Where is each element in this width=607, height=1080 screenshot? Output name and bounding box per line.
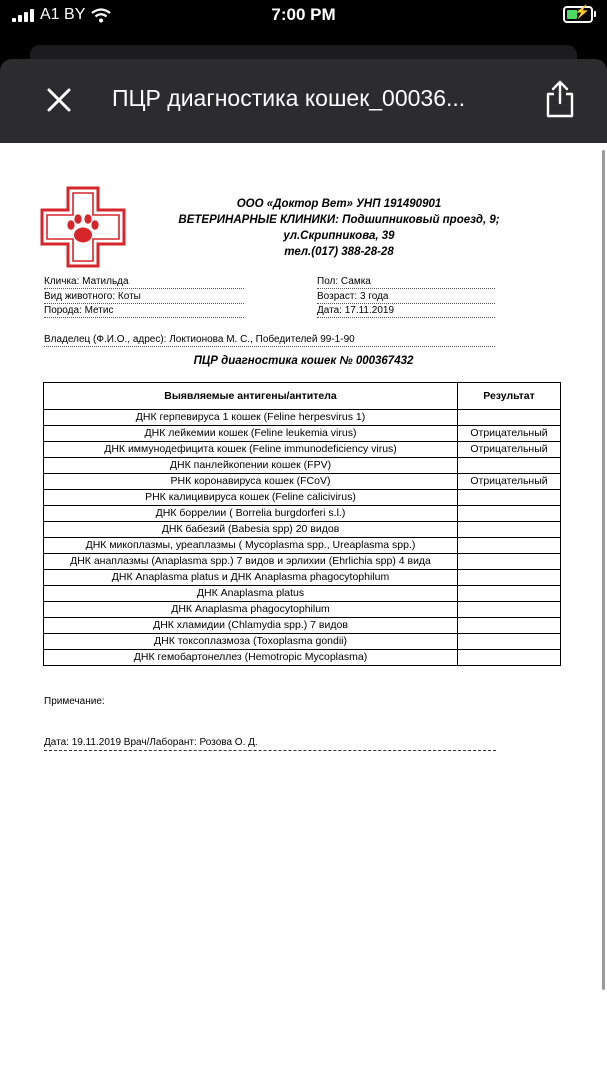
- field-name: Кличка: Матильда: [44, 276, 244, 289]
- table-header-row: [44, 383, 561, 410]
- field-species: Вид животного: Коты: [44, 291, 244, 304]
- result-cell: [458, 618, 561, 634]
- table-row: [44, 554, 561, 570]
- result-cell: [458, 634, 561, 650]
- table-body: [44, 410, 561, 666]
- test-name-cell: ДНК иммунодефицита кошек (Feline immunodeficiency virus): [44, 442, 458, 458]
- document-toolbar: [0, 59, 607, 143]
- table-row: [44, 522, 561, 538]
- test-name-cell: ДНК анаплазмы (Anaplasma spp.) 7 видов и эрлихии (Ehrlichia spp) 4 вида: [44, 554, 458, 570]
- result-cell: [458, 586, 561, 602]
- test-name-cell: ДНК Anaplasma phagocytophilum: [44, 602, 458, 618]
- table-row: [44, 602, 561, 618]
- header-result: Результат: [458, 383, 561, 410]
- footer-line: Дата: 19.11.2019 Врач/Лаборант: Розова О. Д.: [44, 737, 496, 751]
- test-name-cell: ДНК гемобартонеллез (Hemotropic Mycoplasma): [44, 650, 458, 666]
- test-name-cell: РНК коронавируса кошек (FCoV): [44, 474, 458, 490]
- report-title: ПЦР диагностика кошек № 000367432: [193, 355, 414, 367]
- test-name-cell: ДНК панлейкопении кошек (FPV): [44, 458, 458, 474]
- table-row: [44, 410, 561, 426]
- result-cell: Отрицательный: [458, 474, 561, 490]
- note-label: Примечание:: [44, 696, 105, 707]
- result-cell: [458, 522, 561, 538]
- field-age: Возраст: 3 года: [317, 291, 495, 304]
- result-cell: Отрицательный: [458, 426, 561, 442]
- result-cell: [458, 650, 561, 666]
- result-cell: [458, 458, 561, 474]
- field-breed: Порода: Метис: [44, 305, 244, 318]
- test-name-cell: ДНК хламидии (Chlamydia spp.) 7 видов: [44, 618, 458, 634]
- test-name-cell: ДНК Anaplasma platus и ДНК Anaplasma phagocytophilum: [44, 570, 458, 586]
- table-row: [44, 570, 561, 586]
- status-time: 7:00 PM: [271, 5, 336, 24]
- result-cell: Отрицательный: [458, 442, 561, 458]
- result-cell: [458, 554, 561, 570]
- scrollbar[interactable]: [602, 150, 605, 990]
- test-name-cell: ДНК Anaplasma platus: [44, 586, 458, 602]
- result-cell: [458, 602, 561, 618]
- table-row: [44, 474, 561, 490]
- test-name-cell: РНК калицивируса кошек (Feline calicivirus): [44, 490, 458, 506]
- org-line: ООО «Доктор Вет» УНП 191490901: [236, 198, 442, 210]
- table-row: [44, 458, 561, 474]
- field-sex: Пол: Самка: [317, 276, 495, 289]
- result-cell: [458, 570, 561, 586]
- table-row: [44, 618, 561, 634]
- battery-icon: ⚡: [563, 6, 593, 23]
- table-row: [44, 634, 561, 650]
- document-title: ПЦР диагностика кошек_00036...: [112, 85, 466, 111]
- status-bar: [0, 0, 607, 32]
- header-test: Выявляемые антигены/антитела: [44, 383, 458, 410]
- table-row: [44, 506, 561, 522]
- clinic-line: ВЕТЕРИНАРНЫЕ КЛИНИКИ: Подшипниковый проезд, 9;: [178, 214, 500, 226]
- field-date: Дата: 17.11.2019: [317, 305, 495, 318]
- table-row: [44, 490, 561, 506]
- carrier-label: A1 BY: [40, 6, 86, 23]
- test-name-cell: ДНК лейкемии кошек (Feline leukemia virus): [44, 426, 458, 442]
- street-line: ул.Скрипникова, 39: [283, 230, 395, 242]
- result-cell: [458, 490, 561, 506]
- field-owner: Владелец (Ф.И.О., адрес): Локтионова М. С., Победителей 99-1-90: [44, 334, 495, 347]
- table-row: [44, 650, 561, 666]
- results-table: [43, 382, 561, 666]
- letterhead: [128, 196, 550, 260]
- result-cell: [458, 506, 561, 522]
- close-icon[interactable]: [42, 83, 76, 117]
- result-cell: [458, 410, 561, 426]
- table-row: [44, 442, 561, 458]
- test-name-cell: ДНК бабезий (Babesia spp) 20 видов: [44, 522, 458, 538]
- test-name-cell: ДНК боррелии ( Borrelia burgdorferi s.l.): [44, 506, 458, 522]
- clinic-logo: [40, 186, 126, 268]
- result-cell: [458, 538, 561, 554]
- share-icon[interactable]: [542, 79, 578, 119]
- table-row: [44, 538, 561, 554]
- test-name-cell: ДНК токсоплазмоза (Toxoplasma gondii): [44, 634, 458, 650]
- test-name-cell: ДНК герпевируса 1 кошек (Feline herpesvirus 1): [44, 410, 458, 426]
- table-row: [44, 426, 561, 442]
- table-row: [44, 586, 561, 602]
- phone-line: тел.(017) 388-28-28: [284, 246, 394, 258]
- test-name-cell: ДНК микоплазмы, уреаплазмы ( Mycoplasma spp., Ureaplasma spp.): [44, 538, 458, 554]
